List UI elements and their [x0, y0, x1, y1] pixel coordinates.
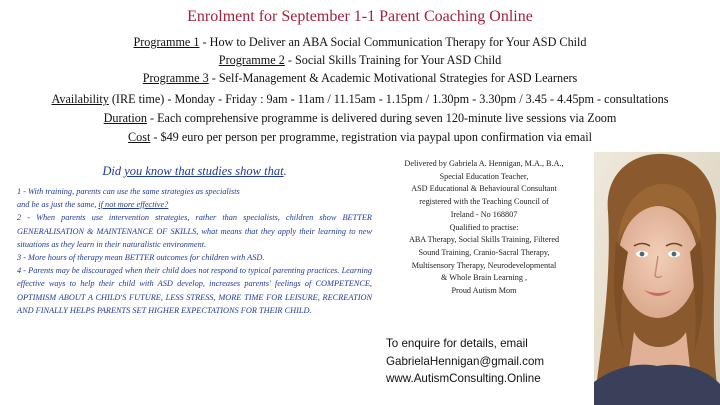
duration-line	[0, 109, 720, 127]
studies-section	[17, 163, 372, 317]
study-point-4: 4 - Parents may be discouraged when their child does not respond to typical parenting practices. Learning effective ways to help their child with ASD develop, increases parents' feelings of COMPETENCE, OPTIMISM ABOUT A CHILD'S FUTURE, LESS STRESS, MORE TIME FOR LEISURE, RECREATION AND FINALLY HELPS PARENTS SET HIGHER EXPECTATIONS FOR THEIR CHILD.	[17, 266, 372, 315]
contact-website-link[interactable]: www.AutismConsulting.Online	[386, 372, 541, 385]
programme-1-text: - How to Deliver an ABA Social Communication Therapy for Your ASD Child	[199, 35, 587, 49]
availability-line	[0, 90, 720, 108]
bio-line: registered with the Teaching Council of	[419, 197, 549, 207]
study-point-2: 2 - When parents use intervention strategies, rather than specialists, children show BETTER GENERALISATION & MAINTENANCE OF SKILLS, what means that they apply their learning to new situations as they learn in their naturalistic environment.	[17, 213, 372, 249]
page-title: Enrolment for September 1-1 Parent Coaching Online	[187, 8, 533, 25]
programme-2-line	[0, 51, 720, 69]
availability-label: Availability	[51, 92, 109, 106]
duration-label: Duration	[103, 111, 147, 125]
programme-2-label: Programme 2	[218, 53, 285, 67]
study-point-1-a: 1 - With training, parents can use the same strategies as specialists	[17, 187, 240, 196]
bio-line: ABA Therapy, Social Skills Training, Filtered	[408, 235, 560, 245]
study-point-1	[17, 185, 372, 211]
programme-3-line	[0, 69, 720, 87]
cost-line	[0, 128, 720, 146]
programme-3-text: - Self-Management & Academic Motivational Strategies for ASD Learners	[208, 71, 578, 85]
bio-section	[375, 158, 593, 298]
availability-text: (IRE time) - Monday - Friday : 9am - 11am / 11.15am - 1.15pm / 1.30pm - 3.30pm / 3.45 - 4.45pm - consultations	[108, 92, 669, 106]
bio-line: ASD Educational & Behavioural Consultant	[411, 184, 557, 194]
contact-section	[386, 335, 596, 388]
bio-line: Ireland - No 168807	[450, 209, 518, 219]
studies-heading-did: Did	[102, 164, 122, 178]
portrait-illustration	[594, 152, 720, 405]
studies-heading-dot: .	[283, 164, 287, 178]
programme-2-text: - Social Skills Training for Your ASD Child	[284, 53, 502, 67]
bio-line: Multisensory Therapy, Neurodevelopmental	[411, 260, 557, 270]
contact-intro: To enquire for details, email	[386, 337, 528, 350]
studies-heading	[17, 163, 372, 179]
cost-label: Cost	[127, 130, 151, 144]
study-point-1-c: if not more effective?	[98, 200, 169, 210]
programme-1-line	[0, 33, 720, 51]
bio-line: Special Education Teacher,	[439, 171, 529, 181]
studies-heading-main: you know that studies show that	[124, 164, 284, 178]
cost-text: - $49 euro per person per programme, registration via paypal upon confirmation via email	[150, 130, 592, 144]
programme-3-label: Programme 3	[142, 71, 209, 85]
duration-text: - Each comprehensive programme is delivered during seven 120-minute live sessions via Zoom	[146, 111, 617, 125]
bio-line: Sound Training, Cranio-Sacral Therapy,	[418, 247, 550, 257]
bio-line: Proud Autism Mom	[451, 286, 517, 296]
study-point-1-b: and be as just the same,	[17, 200, 99, 210]
study-point-3: 3 - More hours of therapy mean BETTER outcomes for children with ASD.	[17, 253, 265, 263]
bio-line: Qualified to practise:	[449, 222, 519, 232]
contact-email-link[interactable]: GabrielaHennigan@gmail.com	[386, 354, 545, 368]
programme-1-label: Programme 1	[133, 35, 200, 49]
bio-line: Delivered by Gabriela A. Hennigan, M.A., B.A.,	[404, 159, 564, 168]
bio-line: & Whole Brain Learning ,	[440, 273, 528, 283]
portrait-photo	[594, 152, 720, 405]
